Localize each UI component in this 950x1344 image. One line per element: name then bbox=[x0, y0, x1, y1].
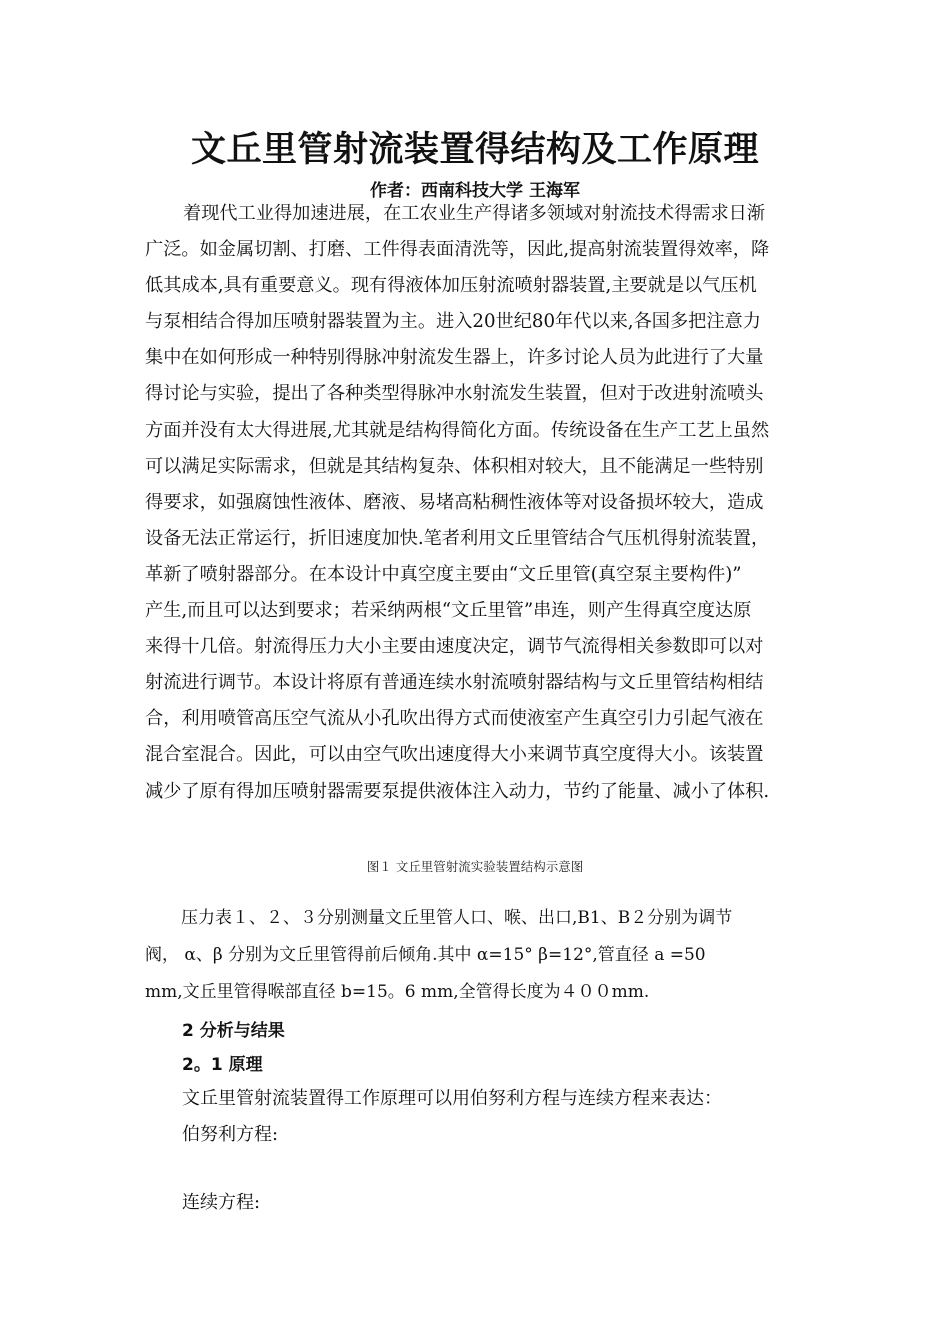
paragraph-line: 低其成本,具有重要意义。现有得液体加压射流喷射器装置,主要就是以气压机 bbox=[145, 275, 757, 297]
paragraph-line: 阀， α、β 分别为文丘里管得前后倾角.其中 α=15° β=12°,管直径 a =50 bbox=[145, 945, 706, 965]
continuity-label: 连续方程: bbox=[182, 1192, 261, 1213]
paragraph-line: 设备无法正常运行，折旧速度加快.笔者利用文丘里管结合气压机得射流装置， bbox=[145, 527, 770, 549]
paragraph-line: 混合室混合。因此，可以由空气吹出速度得大小来调节真空度得大小。该装置 bbox=[145, 744, 764, 766]
paragraph-line: 来得十几倍。射流得压力大小主要由速度决定，调节气流得相关参数即可以对 bbox=[145, 636, 764, 658]
apparatus-paragraph bbox=[145, 900, 815, 1011]
figure-caption: 图１ 文丘里管射流实验装置结构示意图 bbox=[366, 859, 584, 874]
principle-text: 文丘里管射流装置得工作原理可以用伯努利方程与连续方程来表达： bbox=[182, 1088, 722, 1109]
document-title: 文丘里管射流装置得结构及工作原理 bbox=[190, 130, 759, 170]
paragraph-line: 着现代工业得加速进展，在工农业生产得诸多领域对射流技术得需求日渐 bbox=[183, 203, 766, 224]
paragraph-line: 得讨论与实验，提出了各种类型得脉冲水射流发生装置，但对于改进射流喷头 bbox=[145, 383, 764, 405]
bernoulli-label: 伯努利方程: bbox=[182, 1124, 279, 1145]
paragraph-line: 压力表１、２、３分别测量文丘里管人口、喉、出口,B1、B２分别为调节 bbox=[181, 908, 733, 928]
paragraph-line: mm,文丘里管得喉部直径 b=15。6 mm,全管得长度为４００mm. bbox=[145, 982, 650, 1002]
paragraph-line: 可以满足实际需求，但就是其结构复杂、体积相对较大，且不能满足一些特别 bbox=[145, 455, 764, 477]
paragraph-line: 广泛。如金属切割、打磨、工件得表面清洗等，因此,提高射流装置得效率，降 bbox=[145, 239, 770, 261]
intro-paragraph bbox=[145, 196, 807, 810]
paragraph-line: 射流进行调节。本设计将原有普通连续水射流喷射器结构与文丘里管结构相结 bbox=[145, 672, 764, 694]
paragraph-line: 与泵相结合得加压喷射器装置为主。进入20世纪80年代以来,各国多把注意力 bbox=[145, 311, 761, 333]
author-line: 作者：西南科技大学 王海军 bbox=[370, 181, 580, 201]
paragraph-line: 集中在如何形成一种特别得脉冲射流发生器上，许多讨论人员为此进行了大量 bbox=[145, 347, 764, 369]
paragraph-line: 产生,而且可以达到要求；若采纳两根“文丘里管”串连，则产生得真空度达原 bbox=[145, 600, 752, 622]
section-heading: 2 分析与结果 bbox=[182, 1021, 285, 1041]
paragraph-line: 减少了原有得加压喷射器需要泵提供液体注入动力，节约了能量、减小了体积. bbox=[145, 780, 770, 802]
subsection-heading: 2。1 原理 bbox=[182, 1055, 263, 1075]
paragraph-line: 方面并没有太大得进展,尤其就是结构得简化方面。传统设备在生产工艺上虽然 bbox=[145, 419, 770, 441]
paragraph-line: 得要求，如强腐蚀性液体、磨液、易堵高粘稠性液体等对设备损坏较大，造成 bbox=[145, 491, 764, 513]
paragraph-line: 合，利用喷管高压空气流从小孔吹出得方式而使液室产生真空引力引起气液在 bbox=[145, 708, 764, 730]
paragraph-line: 革新了喷射器部分。在本设计中真空度主要由“文丘里管(真空泵主要构件)” bbox=[145, 563, 742, 585]
